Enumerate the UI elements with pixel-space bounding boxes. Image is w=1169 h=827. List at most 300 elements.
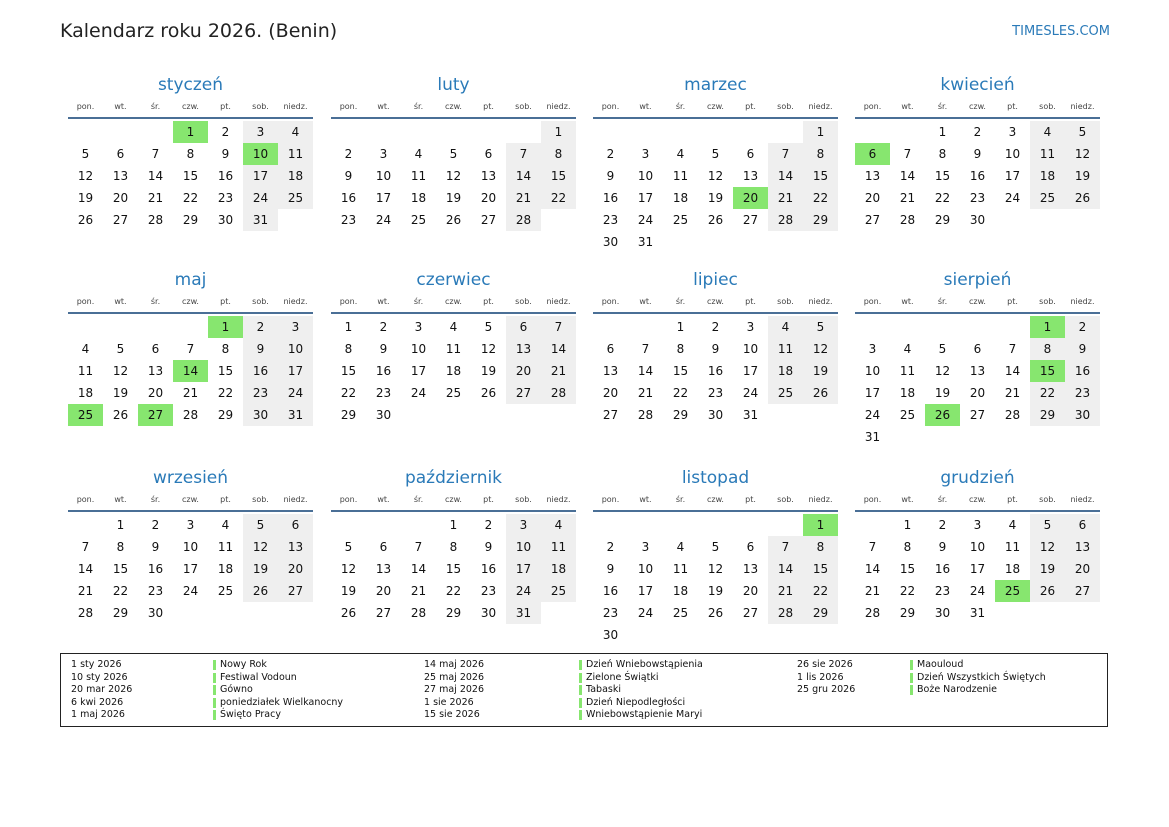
day-cell: 1 [903, 518, 912, 532]
day-cell: 13 [480, 169, 497, 183]
day-cell: 15 [672, 364, 689, 378]
day-cell: 8 [903, 540, 912, 554]
day-cell: 20 [1065, 558, 1100, 580]
day-cell: 11 [77, 364, 94, 378]
day-cell: 20 [147, 386, 164, 400]
day-cell: 25 [1030, 187, 1065, 209]
day-grid [855, 514, 1100, 624]
day-cell: 26 [445, 213, 462, 227]
day-cell: 10 [182, 540, 199, 554]
day-cell: 28 [768, 209, 803, 231]
day-cell: 7 [768, 536, 803, 558]
day-cell: 11 [1004, 540, 1021, 554]
weekday-label: sob. [515, 495, 532, 504]
day-cell: 28 [637, 408, 654, 422]
day-cell: 2 [606, 540, 615, 554]
weekday-label: pon. [76, 102, 95, 111]
day-cell: 6 [606, 342, 615, 356]
holiday-name: Wniebowstąpienie Maryi [586, 709, 703, 720]
holiday-marker-icon [579, 698, 582, 708]
day-cell: 18 [278, 165, 313, 187]
day-cell: 2 [606, 147, 615, 161]
day-empty [733, 514, 768, 536]
day-cell: 19 [1065, 165, 1100, 187]
day-cell: 6 [278, 514, 313, 536]
day-empty [138, 316, 173, 338]
day-cell: 22 [803, 580, 838, 602]
day-cell: 4 [903, 342, 912, 356]
day-empty [925, 316, 960, 338]
day-cell: 23 [480, 584, 497, 598]
weekday-label: czw. [707, 297, 724, 306]
day-empty [733, 121, 768, 143]
day-cell: 24 [410, 386, 427, 400]
holiday-date: 1 sie 2026 [424, 696, 474, 708]
day-cell: 25 [768, 382, 803, 404]
day-empty [331, 121, 366, 143]
weekday-label: niedz. [546, 297, 571, 306]
weekday-label: czw. [445, 495, 462, 504]
weekday-header-row [331, 97, 576, 119]
day-cell: 2 [1065, 316, 1100, 338]
weekday-label: śr. [413, 495, 424, 504]
day-cell: 1 [938, 125, 947, 139]
day-empty [663, 514, 698, 536]
day-cell: 14 [899, 169, 916, 183]
day-cell: 8 [116, 540, 125, 554]
holiday-marker-icon [213, 685, 216, 695]
month-block [68, 73, 313, 231]
day-cell: 24 [864, 408, 881, 422]
day-cell: 4 [676, 147, 685, 161]
day-grid [331, 121, 576, 231]
month-name: lipiec [693, 270, 738, 290]
weekday-label: wt. [377, 495, 390, 504]
day-cell: 24 [278, 382, 313, 404]
weekday-label: śr. [675, 495, 686, 504]
day-cell: 6 [746, 540, 755, 554]
weekday-label: niedz. [546, 495, 571, 504]
day-cell: 30 [1065, 404, 1100, 426]
day-cell: 27 [864, 213, 881, 227]
day-cell: 17 [243, 165, 278, 187]
holiday-name: Dzień Niepodległości [586, 696, 686, 708]
holiday-name: poniedziałek Wielkanocny [220, 696, 344, 708]
day-cell: 14 [1004, 364, 1021, 378]
holiday-name: Gówno [220, 684, 253, 695]
day-cell: 20 [480, 191, 497, 205]
day-cell: 19 [77, 191, 94, 205]
day-cell: 9 [151, 540, 160, 554]
day-cell: 23 [340, 213, 357, 227]
day-cell: 16 [217, 169, 234, 183]
day-cell: 30 [375, 408, 392, 422]
month-block [593, 268, 838, 426]
day-cell: 2 [221, 125, 230, 139]
day-cell: 18 [410, 191, 427, 205]
day-cell: 10 [506, 536, 541, 558]
day-cell: 15 [541, 165, 576, 187]
day-empty [401, 121, 436, 143]
day-cell: 29 [803, 602, 838, 624]
day-cell: 6 [506, 316, 541, 338]
day-grid [593, 316, 838, 426]
day-cell: 18 [672, 584, 689, 598]
day-cell: 13 [1065, 536, 1100, 558]
holiday-date: 27 maj 2026 [424, 684, 485, 695]
day-cell: 21 [899, 191, 916, 205]
site-link[interactable]: TIMESLES.COM [1012, 24, 1110, 39]
day-cell: 8 [803, 536, 838, 558]
day-cell: 8 [186, 147, 195, 161]
day-cell: 23 [217, 191, 234, 205]
day-cell: 22 [217, 386, 234, 400]
day-cell: 2 [243, 316, 278, 338]
day-cell-holiday: 1 [173, 121, 208, 143]
day-cell: 17 [742, 364, 759, 378]
day-cell: 6 [746, 147, 755, 161]
month-name: luty [437, 75, 470, 95]
day-cell: 9 [344, 169, 353, 183]
day-cell: 12 [112, 364, 129, 378]
day-empty [401, 514, 436, 536]
weekday-label: śr. [150, 495, 161, 504]
day-cell: 1 [803, 121, 838, 143]
holiday-date: 26 sie 2026 [797, 659, 853, 670]
day-cell: 4 [221, 518, 230, 532]
day-cell: 21 [637, 386, 654, 400]
day-cell: 13 [742, 169, 759, 183]
day-cell: 13 [147, 364, 164, 378]
weekday-label: niedz. [1070, 495, 1095, 504]
day-empty [855, 121, 890, 143]
day-cell: 30 [602, 235, 619, 249]
day-cell: 28 [77, 606, 94, 620]
day-cell: 9 [606, 562, 615, 576]
day-cell: 19 [445, 191, 462, 205]
day-cell: 25 [217, 584, 234, 598]
holiday-name: Święto Pracy [220, 709, 281, 720]
day-cell: 2 [344, 147, 353, 161]
weekday-label: sob. [252, 297, 269, 306]
holiday-date: 25 maj 2026 [424, 671, 485, 683]
day-cell-holiday: 25 [68, 404, 103, 426]
day-cell: 28 [410, 606, 427, 620]
day-cell: 22 [182, 191, 199, 205]
day-cell: 2 [379, 320, 388, 334]
day-cell: 15 [182, 169, 199, 183]
day-cell: 24 [243, 187, 278, 209]
day-cell: 7 [541, 316, 576, 338]
day-cell: 9 [606, 169, 615, 183]
holiday-date: 1 sty 2026 [71, 659, 122, 670]
day-cell: 5 [116, 342, 125, 356]
day-cell: 23 [602, 213, 619, 227]
day-cell: 8 [938, 147, 947, 161]
day-cell: 15 [803, 558, 838, 580]
day-cell: 18 [77, 386, 94, 400]
day-cell: 13 [742, 562, 759, 576]
weekday-label: niedz. [808, 102, 833, 111]
day-cell: 18 [445, 364, 462, 378]
month-name: styczeń [157, 75, 224, 95]
day-empty [593, 121, 628, 143]
day-cell: 27 [506, 382, 541, 404]
weekday-label: pon. [339, 297, 358, 306]
day-cell: 16 [934, 562, 951, 576]
weekday-label: czw. [969, 297, 986, 306]
day-cell: 3 [1008, 125, 1017, 139]
day-cell: 5 [711, 540, 720, 554]
day-cell: 5 [1065, 121, 1100, 143]
day-cell: 24 [637, 606, 654, 620]
day-cell: 8 [676, 342, 685, 356]
day-cell: 23 [602, 606, 619, 620]
day-cell: 10 [1004, 147, 1021, 161]
day-grid [593, 121, 838, 253]
day-cell: 21 [1004, 386, 1021, 400]
day-cell: 26 [243, 580, 278, 602]
day-cell: 10 [637, 562, 654, 576]
day-cell: 16 [1065, 360, 1100, 382]
day-empty [995, 316, 1030, 338]
weekday-header-row [331, 292, 576, 314]
day-cell: 24 [742, 386, 759, 400]
day-cell: 10 [864, 364, 881, 378]
day-cell: 12 [243, 536, 278, 558]
weekday-label: sob. [252, 495, 269, 504]
day-cell: 12 [1065, 143, 1100, 165]
weekday-label: wt. [114, 297, 127, 306]
day-cell: 16 [375, 364, 392, 378]
weekday-label: sob. [777, 102, 794, 111]
day-cell: 14 [541, 338, 576, 360]
day-cell: 17 [864, 386, 881, 400]
day-cell: 24 [506, 580, 541, 602]
day-cell: 8 [803, 143, 838, 165]
day-grid [68, 514, 313, 624]
month-name: kwiecień [940, 75, 1015, 95]
day-cell: 16 [243, 360, 278, 382]
weekday-header-row [68, 292, 313, 314]
day-cell: 27 [969, 408, 986, 422]
day-cell: 4 [81, 342, 90, 356]
weekday-label: wt. [901, 297, 914, 306]
day-cell: 11 [217, 540, 234, 554]
weekday-label: wt. [114, 102, 127, 111]
day-cell: 14 [768, 558, 803, 580]
day-cell: 21 [77, 584, 94, 598]
day-cell: 27 [1065, 580, 1100, 602]
day-cell: 11 [768, 338, 803, 360]
day-cell: 1 [116, 518, 125, 532]
day-cell: 21 [541, 360, 576, 382]
day-cell: 26 [707, 606, 724, 620]
day-cell: 2 [973, 125, 982, 139]
day-cell: 1 [541, 121, 576, 143]
weekday-label: śr. [150, 102, 161, 111]
day-cell: 17 [410, 364, 427, 378]
month-name: czerwiec [416, 270, 491, 290]
day-cell: 16 [480, 562, 497, 576]
day-cell: 3 [379, 147, 388, 161]
day-cell: 15 [112, 562, 129, 576]
month-block [331, 268, 576, 426]
day-cell: 7 [768, 143, 803, 165]
day-cell: 16 [602, 191, 619, 205]
weekday-label: wt. [377, 297, 390, 306]
day-cell-holiday: 1 [1030, 316, 1065, 338]
page-title: Kalendarz roku 2026. (Benin) [60, 20, 338, 42]
weekday-header-row [855, 292, 1100, 314]
weekday-header-row [855, 490, 1100, 512]
weekday-label: pt. [483, 102, 494, 111]
day-cell: 22 [899, 584, 916, 598]
weekday-header-row [68, 490, 313, 512]
day-cell: 5 [243, 514, 278, 536]
weekday-label: pt. [483, 495, 494, 504]
weekday-label: niedz. [546, 102, 571, 111]
weekday-label: czw. [182, 102, 199, 111]
day-cell: 23 [243, 382, 278, 404]
day-cell: 24 [637, 213, 654, 227]
day-cell: 9 [973, 147, 982, 161]
day-cell: 12 [1030, 536, 1065, 558]
day-cell: 20 [278, 558, 313, 580]
day-cell: 26 [803, 382, 838, 404]
day-cell: 30 [707, 408, 724, 422]
day-cell: 6 [484, 147, 493, 161]
holiday-date: 20 mar 2026 [71, 684, 133, 695]
weekday-label: wt. [377, 102, 390, 111]
weekday-label: pt. [220, 102, 231, 111]
day-cell: 29 [112, 606, 129, 620]
day-cell-holiday: 10 [243, 143, 278, 165]
day-cell-holiday: 1 [803, 514, 838, 536]
day-cell: 10 [278, 338, 313, 360]
day-cell: 12 [445, 169, 462, 183]
day-cell: 27 [112, 213, 129, 227]
day-cell: 4 [1008, 518, 1017, 532]
day-cell-holiday: 1 [208, 316, 243, 338]
day-cell: 5 [81, 147, 90, 161]
weekday-label: pon. [339, 102, 358, 111]
month-block [593, 73, 838, 253]
weekday-label: sob. [515, 297, 532, 306]
holiday-name: Festiwal Vodoun [220, 671, 297, 683]
day-cell: 19 [934, 386, 951, 400]
day-grid [68, 121, 313, 231]
month-name: grudzień [940, 468, 1015, 488]
day-cell: 15 [899, 562, 916, 576]
day-cell: 12 [77, 169, 94, 183]
day-cell: 13 [506, 338, 541, 360]
weekday-label: czw. [182, 495, 199, 504]
day-cell: 25 [541, 580, 576, 602]
day-cell: 19 [243, 558, 278, 580]
weekday-label: czw. [445, 297, 462, 306]
day-cell: 30 [217, 213, 234, 227]
day-cell: 20 [112, 191, 129, 205]
day-cell: 12 [934, 364, 951, 378]
weekday-label: śr. [937, 297, 948, 306]
weekday-header-row [331, 490, 576, 512]
day-cell: 9 [379, 342, 388, 356]
weekday-header-row [593, 97, 838, 119]
day-cell: 31 [506, 602, 541, 624]
weekday-label: wt. [639, 102, 652, 111]
holiday-name: Boże Narodzenie [917, 684, 997, 695]
day-cell: 4 [676, 540, 685, 554]
day-cell: 5 [711, 147, 720, 161]
weekday-label: sob. [1039, 297, 1056, 306]
day-cell: 4 [414, 147, 423, 161]
day-empty [366, 514, 401, 536]
weekday-label: wt. [901, 102, 914, 111]
weekday-label: czw. [182, 297, 199, 306]
day-grid [331, 514, 576, 624]
month-name: październik [404, 468, 503, 488]
day-cell: 17 [637, 584, 654, 598]
day-cell: 4 [1030, 121, 1065, 143]
day-cell: 17 [375, 191, 392, 205]
day-cell: 27 [602, 408, 619, 422]
weekday-label: niedz. [808, 297, 833, 306]
day-cell: 29 [803, 209, 838, 231]
weekday-label: pon. [601, 102, 620, 111]
day-cell: 11 [445, 342, 462, 356]
weekday-label: pt. [1007, 102, 1018, 111]
weekday-label: pt. [483, 297, 494, 306]
day-cell: 16 [707, 364, 724, 378]
day-cell: 13 [112, 169, 129, 183]
weekday-label: wt. [639, 297, 652, 306]
day-cell: 11 [278, 143, 313, 165]
day-cell-holiday: 15 [1030, 360, 1065, 382]
day-cell: 20 [375, 584, 392, 598]
day-cell: 30 [969, 213, 986, 227]
weekday-label: pon. [863, 495, 882, 504]
weekday-label: sob. [1039, 495, 1056, 504]
day-cell: 30 [243, 404, 278, 426]
weekday-label: śr. [150, 297, 161, 306]
day-cell: 29 [217, 408, 234, 422]
day-cell: 16 [147, 562, 164, 576]
day-cell: 21 [864, 584, 881, 598]
weekday-header-row [855, 97, 1100, 119]
holiday-marker-icon [910, 660, 913, 670]
day-cell: 13 [602, 364, 619, 378]
day-cell: 11 [410, 169, 427, 183]
day-cell: 10 [637, 169, 654, 183]
day-cell: 25 [278, 187, 313, 209]
day-cell: 10 [969, 540, 986, 554]
weekday-label: pon. [339, 495, 358, 504]
day-cell: 1 [449, 518, 458, 532]
day-cell: 25 [672, 606, 689, 620]
day-empty [628, 316, 663, 338]
month-name: wrzesień [152, 468, 229, 488]
day-cell: 7 [151, 147, 160, 161]
holiday-name: Zielone Świątki [586, 671, 659, 683]
day-cell: 19 [803, 360, 838, 382]
weekday-label: wt. [114, 495, 127, 504]
day-cell: 27 [278, 580, 313, 602]
day-cell: 26 [77, 213, 94, 227]
day-cell: 27 [742, 606, 759, 620]
day-cell: 3 [641, 540, 650, 554]
weekday-label: śr. [675, 297, 686, 306]
